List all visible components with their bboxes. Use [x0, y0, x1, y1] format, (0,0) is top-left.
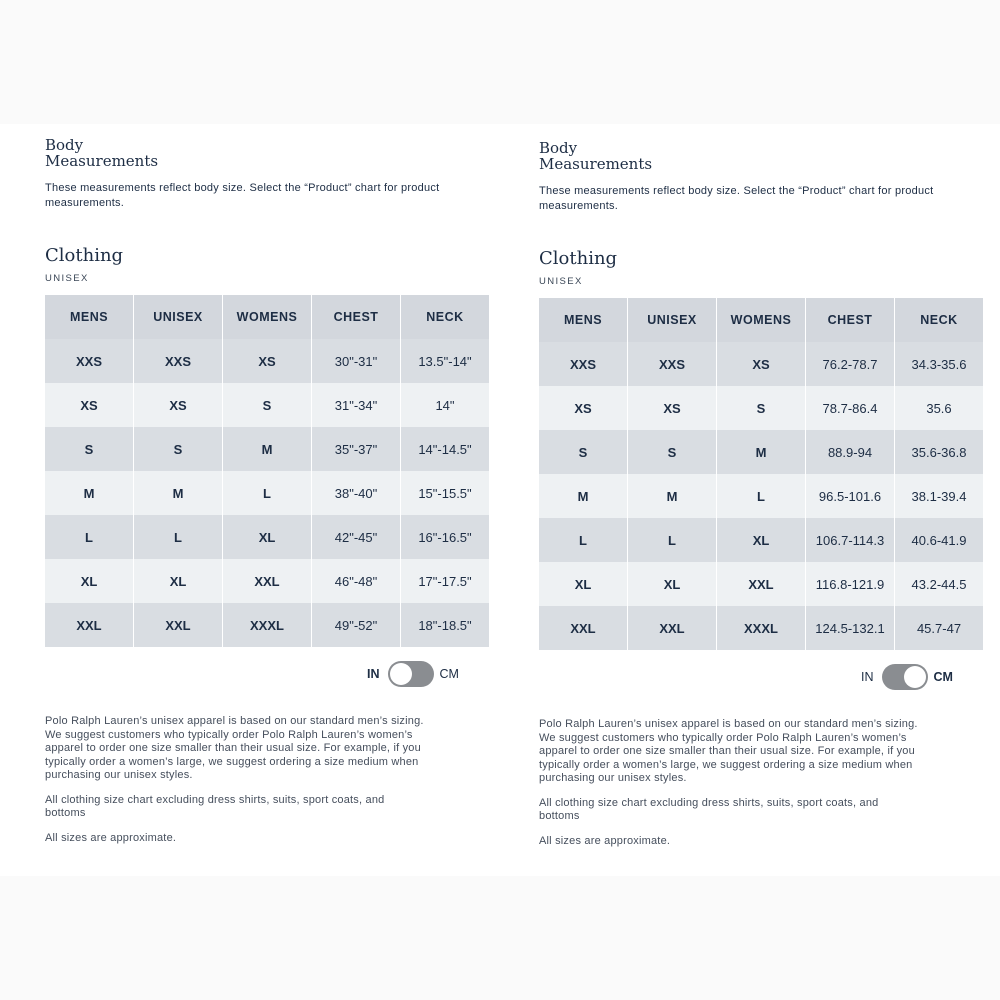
- cell-chest: 49"-52": [312, 603, 401, 647]
- size-guide-panel-centimeters: [539, 139, 967, 847]
- clothing-subtitle: UNISEX: [45, 273, 89, 284]
- size-table-scroll[interactable]: [45, 295, 472, 647]
- table-row: [45, 603, 490, 647]
- note-exclusions: All clothing size chart excluding dress shirts, suits, sport coats, and bottoms: [539, 796, 879, 822]
- body-measurements-title: Body Measurements: [45, 136, 159, 170]
- cell-womens: M: [717, 430, 806, 474]
- cell-neck: 17"-17.5": [401, 559, 490, 603]
- column-header-neck: NECK: [895, 298, 984, 342]
- clothing-subtitle: UNISEX: [539, 276, 583, 287]
- cell-mens: XXL: [45, 603, 134, 647]
- cell-chest: 38"-40": [312, 471, 401, 515]
- cell-chest: 96.5-101.6: [806, 474, 895, 518]
- cell-chest: 42"-45": [312, 515, 401, 559]
- column-header-unisex: UNISEX: [134, 295, 223, 339]
- cell-unisex: L: [628, 518, 717, 562]
- cell-neck: 35.6: [895, 386, 984, 430]
- cell-womens: M: [223, 427, 312, 471]
- cell-unisex: XXS: [628, 342, 717, 386]
- switch-knob: [390, 663, 412, 685]
- column-header-chest: CHEST: [806, 298, 895, 342]
- cell-womens: XL: [223, 515, 312, 559]
- cell-mens: S: [539, 430, 628, 474]
- cell-chest: 76.2-78.7: [806, 342, 895, 386]
- cell-womens: XXXL: [717, 606, 806, 650]
- table-row: [539, 562, 984, 606]
- cell-unisex: M: [628, 474, 717, 518]
- cell-mens: XXS: [539, 342, 628, 386]
- unit-toggle: [367, 661, 459, 687]
- cell-mens: XL: [45, 559, 134, 603]
- cell-neck: 15"-15.5": [401, 471, 490, 515]
- unit-switch[interactable]: [882, 664, 928, 690]
- cell-mens: L: [539, 518, 628, 562]
- table-row: [45, 339, 490, 383]
- cell-chest: 78.7-86.4: [806, 386, 895, 430]
- cell-neck: 13.5"-14": [401, 339, 490, 383]
- cell-unisex: XS: [134, 383, 223, 427]
- table-row: [45, 427, 490, 471]
- cell-chest: 35"-37": [312, 427, 401, 471]
- table-row: [45, 515, 490, 559]
- cell-mens: XL: [539, 562, 628, 606]
- column-header-mens: MENS: [539, 298, 628, 342]
- cell-mens: L: [45, 515, 134, 559]
- cell-mens: XXS: [45, 339, 134, 383]
- cell-chest: 88.9-94: [806, 430, 895, 474]
- cell-unisex: M: [134, 471, 223, 515]
- size-table-inches: [45, 295, 490, 647]
- cell-mens: M: [539, 474, 628, 518]
- cell-chest: 124.5-132.1: [806, 606, 895, 650]
- cell-womens: L: [223, 471, 312, 515]
- size-notes: [539, 718, 919, 859]
- size-guide-panel-inches: [45, 136, 472, 844]
- cell-neck: 45.7-47: [895, 606, 984, 650]
- cell-unisex: XXS: [134, 339, 223, 383]
- body-measurements-title: Body Measurements: [539, 139, 653, 173]
- cell-neck: 34.3-35.6: [895, 342, 984, 386]
- cell-unisex: S: [134, 427, 223, 471]
- cell-chest: 116.8-121.9: [806, 562, 895, 606]
- cell-womens: S: [223, 383, 312, 427]
- cell-womens: S: [717, 386, 806, 430]
- table-header-row: [45, 295, 490, 339]
- unit-label-in[interactable]: IN: [861, 670, 874, 684]
- clothing-title: Clothing: [45, 245, 124, 266]
- unit-label-in[interactable]: IN: [367, 667, 380, 681]
- column-header-womens: WOMENS: [223, 295, 312, 339]
- cell-unisex: XS: [628, 386, 717, 430]
- note-exclusions: All clothing size chart excluding dress shirts, suits, sport coats, and bottoms: [45, 793, 385, 819]
- cell-mens: XS: [45, 383, 134, 427]
- column-header-neck: NECK: [401, 295, 490, 339]
- column-header-womens: WOMENS: [717, 298, 806, 342]
- cell-unisex: XXL: [134, 603, 223, 647]
- column-header-unisex: UNISEX: [628, 298, 717, 342]
- cell-neck: 43.2-44.5: [895, 562, 984, 606]
- cell-unisex: XL: [628, 562, 717, 606]
- size-table-scroll[interactable]: [539, 298, 967, 650]
- cell-womens: XS: [717, 342, 806, 386]
- unit-switch[interactable]: [388, 661, 434, 687]
- cell-mens: M: [45, 471, 134, 515]
- cell-mens: S: [45, 427, 134, 471]
- table-row: [45, 383, 490, 427]
- cell-womens: XS: [223, 339, 312, 383]
- note-unisex-sizing: Polo Ralph Lauren’s unisex apparel is based on our standard men’s sizing. We suggest customers who typically order Polo Ralph Lauren’s women’s apparel to order one size smaller than their usual size. For example, if you typically order a women’s large, we suggest ordering a size medium when purchasing our unisex styles.: [539, 718, 918, 784]
- note-unisex-sizing: Polo Ralph Lauren’s unisex apparel is based on our standard men’s sizing. We suggest customers who typically order Polo Ralph Lauren’s women’s apparel to order one size smaller than their usual size. For example, if you typically order a women’s large, we suggest ordering a size medium when purchasing our unisex styles.: [45, 715, 424, 781]
- table-row: [539, 606, 984, 650]
- table-row: [539, 518, 984, 562]
- cell-chest: 106.7-114.3: [806, 518, 895, 562]
- size-notes: [45, 715, 425, 856]
- cell-unisex: XXL: [628, 606, 717, 650]
- cell-chest: 31"-34": [312, 383, 401, 427]
- table-row: [539, 342, 984, 386]
- table-row: [539, 430, 984, 474]
- cell-neck: 14": [401, 383, 490, 427]
- cell-womens: XXXL: [223, 603, 312, 647]
- cell-neck: 16"-16.5": [401, 515, 490, 559]
- cell-mens: XS: [539, 386, 628, 430]
- cell-unisex: S: [628, 430, 717, 474]
- cell-neck: 35.6-36.8: [895, 430, 984, 474]
- cell-chest: 30"-31": [312, 339, 401, 383]
- cell-neck: 18"-18.5": [401, 603, 490, 647]
- column-header-chest: CHEST: [312, 295, 401, 339]
- table-row: [45, 559, 490, 603]
- note-approximate: All sizes are approximate.: [539, 834, 671, 847]
- note-approximate: All sizes are approximate.: [45, 831, 177, 844]
- cell-unisex: XL: [134, 559, 223, 603]
- cell-womens: XL: [717, 518, 806, 562]
- body-measurements-intro: These measurements reflect body size. Select the “Product” chart for product measurements.: [45, 182, 440, 209]
- table-row: [539, 386, 984, 430]
- table-row: [539, 474, 984, 518]
- cell-neck: 38.1-39.4: [895, 474, 984, 518]
- table-header-row: [539, 298, 984, 342]
- column-header-mens: MENS: [45, 295, 134, 339]
- cell-mens: XXL: [539, 606, 628, 650]
- unit-label-cm[interactable]: CM: [439, 667, 459, 681]
- body-measurements-intro: These measurements reflect body size. Select the “Product” chart for product measurements.: [539, 185, 934, 212]
- table-row: [45, 471, 490, 515]
- cell-neck: 14"-14.5": [401, 427, 490, 471]
- cell-womens: L: [717, 474, 806, 518]
- clothing-title: Clothing: [539, 248, 618, 269]
- unit-label-cm[interactable]: CM: [933, 670, 953, 684]
- cell-unisex: L: [134, 515, 223, 559]
- cell-chest: 46"-48": [312, 559, 401, 603]
- cell-neck: 40.6-41.9: [895, 518, 984, 562]
- cell-womens: XXL: [223, 559, 312, 603]
- cell-womens: XXL: [717, 562, 806, 606]
- switch-knob: [904, 666, 926, 688]
- size-table-centimeters: [539, 298, 984, 650]
- unit-toggle: [861, 664, 953, 690]
